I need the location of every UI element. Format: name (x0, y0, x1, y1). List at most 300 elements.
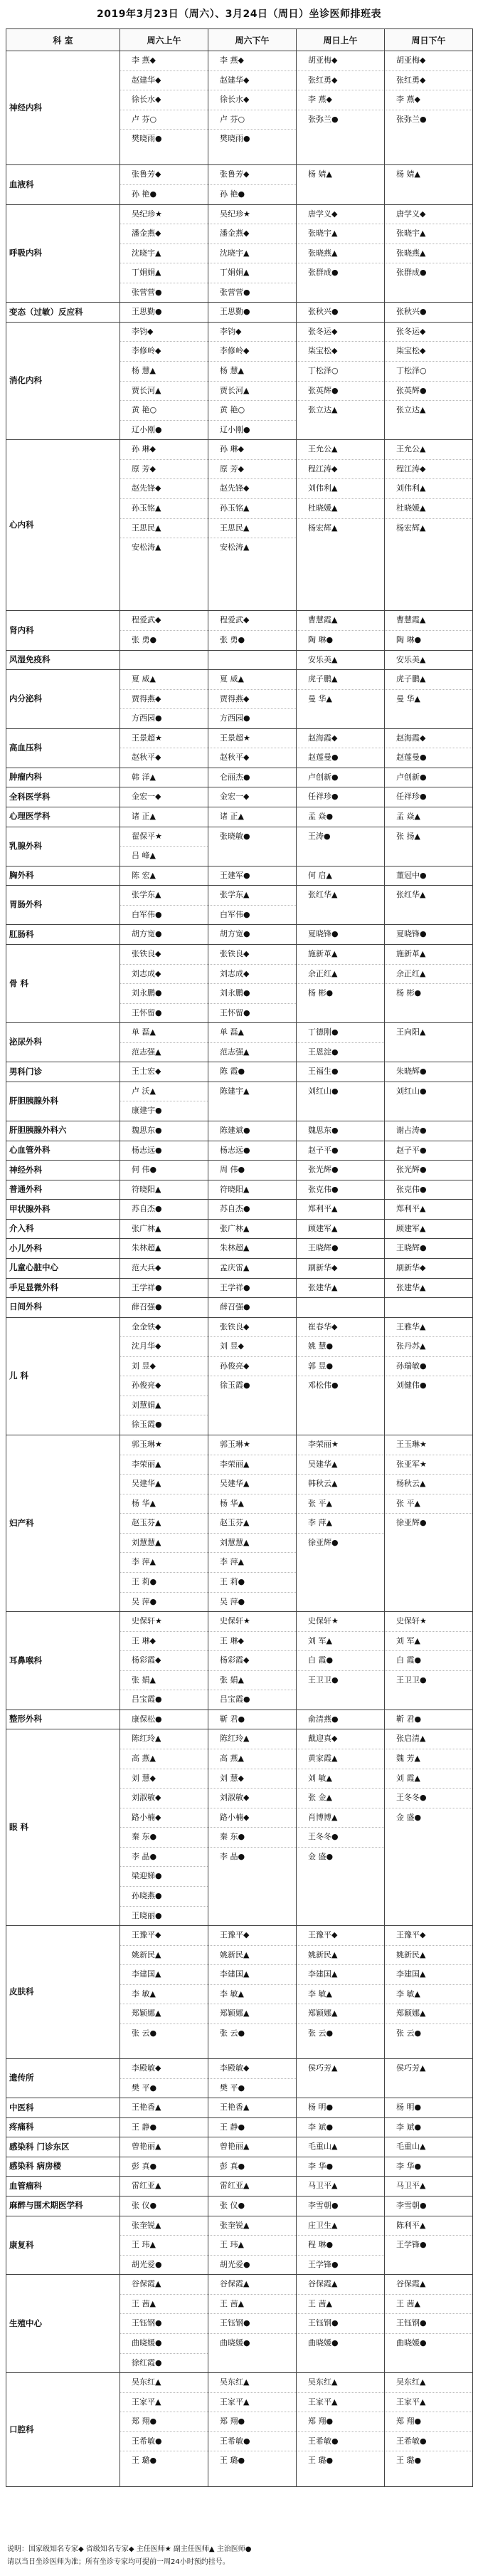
doctor-entry: 张立达▲ (396, 405, 426, 415)
slot-cell-sun-pm (385, 1180, 473, 1200)
doctor-entry: 赵建华◆ (120, 71, 208, 91)
slot-cell-sun-am (297, 1317, 385, 1435)
slot-cell-sat-am (120, 807, 208, 827)
doctor-entry: 王向阳▲ (396, 1027, 426, 1037)
doctor-entry: 刘 霞▲ (385, 1769, 472, 1789)
slot-cell-sun-am (297, 440, 385, 611)
doctor-entry: 孟 焱● (308, 812, 334, 822)
slot-cell-sun-am (297, 2216, 385, 2275)
doctor-entry: 杨彩霞◆ (120, 1651, 208, 1671)
doctor-entry: 薛召强● (132, 1302, 162, 1312)
slot-cell-sun-pm (385, 51, 473, 165)
slot-cell-sat-am (120, 866, 208, 886)
doctor-entry: 王豫平◆ (208, 1926, 296, 1946)
doctor-entry: 黄 艳○ (120, 401, 208, 421)
department-row (6, 2373, 473, 2487)
slot-cell-sat-am (120, 2157, 208, 2177)
department-row (6, 1121, 473, 1141)
department-name: 遗传所 (6, 2059, 120, 2098)
doctor-entry: 范大兵◆ (132, 1262, 161, 1272)
department-name: 介入科 (6, 1219, 120, 1239)
doctor-entry: 王 静● (132, 2122, 157, 2132)
doctor-entry: 肖博博▲ (297, 1808, 384, 1828)
doctor-entry: 刷新华◆ (308, 1262, 338, 1272)
doctor-entry: 夏 威▲ (120, 670, 208, 690)
doctor-entry: 王家平▲ (120, 2393, 208, 2413)
doctor-entry: 谷保霞▲ (297, 2275, 384, 2295)
slot-cell-sun-pm (385, 1926, 473, 2059)
department-row (6, 1023, 473, 1062)
doctor-entry: 曾艳丽▲ (132, 2142, 161, 2152)
slot-cell-sat-am (120, 1926, 208, 2059)
slot-cell-sun-pm (385, 1612, 473, 1710)
slot-cell-sat-pm (208, 807, 297, 827)
slot-cell-sun-am (297, 1200, 385, 1220)
doctor-entry: 王豫平◆ (120, 1926, 208, 1946)
doctor-entry: 王士宏◆ (132, 1067, 161, 1077)
doctor-entry: 李修岭◆ (208, 342, 296, 362)
doctor-entry: 原 芳◆ (208, 460, 296, 480)
slot-cell-sun-am (297, 886, 385, 925)
doctor-entry: 徐玉霞● (132, 1420, 162, 1430)
slot-cell-sat-am (120, 1023, 208, 1062)
doctor-entry: 秦 东● (208, 1828, 296, 1848)
doctor-entry: 郭 昱● (297, 1357, 384, 1377)
doctor-entry: 王学锋● (308, 2259, 339, 2269)
doctor-entry: 李雪朝● (308, 2201, 339, 2211)
department-name: 高血压科 (6, 728, 120, 768)
doctor-entry: 吴 萍● (132, 1596, 157, 1606)
department-name: 胃肠外科 (6, 886, 120, 925)
slot-cell-sat-pm (208, 1082, 297, 1121)
slot-cell-sat-pm (208, 1729, 297, 1926)
doctor-entry: 张营营● (220, 287, 250, 297)
doctor-entry: 贾得燕◆ (120, 690, 208, 710)
doctor-entry: 孙玉铭▲ (208, 499, 296, 519)
slot-cell-sat-am (120, 728, 208, 768)
slot-cell-sat-am (120, 1278, 208, 1298)
slot-cell-sat-pm (208, 1317, 297, 1435)
doctor-entry: 王钰钢● (208, 2314, 296, 2334)
doctor-entry: 安松涛▲ (132, 543, 161, 553)
slot-cell-sat-am (120, 165, 208, 204)
slot-cell-sun-am (297, 944, 385, 1022)
doctor-entry: 刘志成◆ (208, 965, 296, 985)
doctor-entry: 王艳香▲ (132, 2103, 161, 2112)
doctor-entry: 张红勇◆ (297, 71, 384, 91)
doctor-entry: 金金铁◆ (120, 1318, 208, 1338)
doctor-entry: 王 玮▲ (208, 2236, 296, 2256)
doctor-entry: 李 敏▲ (120, 1985, 208, 2005)
doctor-entry: 张铁良◆ (208, 945, 296, 965)
slot-cell-sun-am (297, 1926, 385, 2059)
doctor-entry: 李 斌● (308, 2122, 334, 2132)
doctor-entry: 王学祥● (132, 1282, 162, 1292)
doctor-entry: 张克伟● (396, 1184, 427, 1194)
doctor-entry: 李荣丽★ (297, 1435, 384, 1455)
slot-cell-sun-am (297, 1298, 385, 1318)
doctor-entry: 王卫卫● (308, 1675, 339, 1685)
department-row (6, 728, 473, 768)
department-name: 小儿外科 (6, 1239, 120, 1259)
doctor-entry: 张群成● (308, 268, 339, 278)
doctor-entry: 徐长水◆ (208, 90, 296, 110)
slot-cell-sat-pm (208, 1141, 297, 1161)
doctor-entry: 刷新华◆ (396, 1262, 426, 1272)
doctor-entry: 王 璐● (396, 2456, 422, 2466)
doctor-entry: 张冬运◆ (385, 323, 472, 342)
department-row (6, 1141, 473, 1161)
slot-cell-sun-am (297, 650, 385, 670)
department-row (6, 1062, 473, 1082)
doctor-entry: 王 茜▲ (385, 2295, 472, 2315)
slot-cell-sat-am (120, 1219, 208, 1239)
slot-cell-sat-pm (208, 51, 297, 165)
slot-cell-sat-pm (208, 827, 297, 866)
slot-cell-sun-am (297, 1729, 385, 1926)
doctor-entry: 樊晓雨● (220, 134, 250, 144)
slot-cell-sun-pm (385, 1435, 473, 1612)
slot-cell-sat-am (120, 611, 208, 650)
doctor-entry: 张 云● (308, 2028, 334, 2038)
slot-cell-sun-pm (385, 2177, 473, 2197)
doctor-entry: 吴建华▲ (120, 1475, 208, 1494)
doctor-entry: 张学东▲ (208, 886, 296, 906)
doctor-entry: 吴东红▲ (208, 2373, 296, 2393)
doctor-entry: 徐玉霞● (220, 1381, 250, 1391)
department-row (6, 1082, 473, 1121)
slot-cell-sun-am (297, 1180, 385, 1200)
doctor-entry: 樊 平● (220, 2083, 245, 2093)
slot-cell-sat-am (120, 2098, 208, 2118)
doctor-entry: 夏晓锋● (308, 929, 339, 939)
doctor-entry: 张群成● (396, 268, 427, 278)
slot-cell-sat-pm (208, 1239, 297, 1259)
slot-cell-sat-am (120, 1239, 208, 1259)
doctor-entry: 张 金▲ (297, 1789, 384, 1808)
doctor-entry: 杨志远● (132, 1145, 162, 1155)
slot-cell-sat-am (120, 303, 208, 323)
doctor-entry: 李 斌● (396, 2122, 422, 2132)
doctor-entry: 刘 慧◆ (208, 1769, 296, 1789)
slot-cell-sat-pm (208, 1200, 297, 1220)
slot-cell-sat-pm (208, 440, 297, 611)
doctor-entry: 刘永鹏● (120, 984, 208, 1004)
slot-cell-sat-am (120, 2117, 208, 2137)
department-row (6, 2059, 473, 2098)
doctor-entry: 原 芳◆ (120, 460, 208, 480)
doctor-entry: 姚新民▲ (297, 1946, 384, 1966)
doctor-entry: 路小楠◆ (208, 1808, 296, 1828)
doctor-entry: 刘永鹏● (208, 984, 296, 1004)
department-row (6, 2177, 473, 2197)
department-name: 疼痛科 (6, 2117, 120, 2137)
doctor-entry: 樊晓雨● (132, 134, 162, 144)
doctor-entry: 王 茜▲ (297, 2295, 384, 2315)
slot-cell-sun-pm (385, 303, 473, 323)
doctor-entry: 王 茜▲ (208, 2295, 296, 2315)
department-row (6, 807, 473, 827)
slot-cell-sat-pm (208, 165, 297, 204)
slot-cell-sun-am (297, 2157, 385, 2177)
doctor-entry: 张 平▲ (297, 1494, 384, 1514)
doctor-entry: 杨宏辉▲ (308, 523, 338, 533)
doctor-entry: 孙玉铭▲ (120, 499, 208, 519)
doctor-entry: 郑 翔● (385, 2412, 472, 2432)
doctor-entry: 王学锋● (396, 2240, 427, 2250)
doctor-entry: 赵秋平◆ (220, 753, 250, 763)
department-row (6, 303, 473, 323)
department-name: 儿童心脏中心 (6, 1258, 120, 1278)
doctor-entry: 金宏一◆ (220, 792, 250, 802)
doctor-entry: 彭 真● (220, 2161, 245, 2171)
slot-cell-sun-pm (385, 611, 473, 650)
doctor-entry: 李殿敏◆ (208, 2059, 296, 2079)
doctor-entry: 赵先锋◆ (208, 479, 296, 499)
slot-cell-sat-pm (208, 787, 297, 807)
doctor-entry: 刘慧慧▲ (208, 1534, 296, 1554)
slot-cell-sun-pm (385, 1729, 473, 1926)
doctor-entry: 赵子平● (396, 1145, 427, 1155)
doctor-entry: 卢 芬○ (208, 110, 296, 130)
doctor-entry: 任祥珍● (308, 792, 339, 802)
department-name: 肾内科 (6, 611, 120, 650)
department-name: 心理医学科 (6, 807, 120, 827)
department-row (6, 670, 473, 729)
slot-cell-sat-pm (208, 1161, 297, 1180)
department-row (6, 1219, 473, 1239)
slot-cell-sat-pm (208, 925, 297, 945)
slot-cell-sun-pm (385, 2098, 473, 2118)
department-row (6, 2197, 473, 2216)
department-row (6, 2098, 473, 2118)
slot-cell-sat-pm (208, 204, 297, 303)
slot-cell-sun-pm (385, 728, 473, 768)
doctor-entry: 魏 芳▲ (385, 1749, 472, 1769)
doctor-entry: 卢创新● (396, 772, 427, 782)
doctor-entry: 张红勇◆ (385, 71, 472, 91)
doctor-entry: 胡方宽● (220, 929, 250, 939)
doctor-entry: 陈红玲▲ (120, 1729, 208, 1749)
doctor-entry: 刘淑敏◆ (208, 1789, 296, 1808)
slot-cell-sat-pm (208, 1435, 297, 1612)
doctor-entry: 郑颖娜▲ (385, 2004, 472, 2024)
doctor-entry: 李 敏▲ (385, 1985, 472, 2005)
doctor-entry: 李建国▲ (120, 1965, 208, 1985)
doctor-entry: 周 伟● (220, 1165, 245, 1175)
slot-cell-sat-am (120, 1062, 208, 1082)
header-sun-am: 周日上午 (297, 29, 385, 51)
doctor-entry: 孟 焱▲ (396, 812, 420, 822)
doctor-entry: 诸 正▲ (220, 812, 244, 822)
doctor-entry: 刘志成◆ (120, 965, 208, 985)
slot-cell-sun-pm (385, 322, 473, 439)
slot-cell-sat-am (120, 204, 208, 303)
doctor-entry: 王 茜▲ (120, 2295, 208, 2315)
doctor-entry: 徐亚辉● (396, 1518, 427, 1528)
doctor-entry: 朱林超▲ (132, 1243, 161, 1253)
doctor-entry: 胡光爱● (220, 2259, 250, 2269)
doctor-entry: 赵建华◆ (208, 71, 296, 91)
doctor-entry: 刘慧慧▲ (120, 1534, 208, 1554)
slot-cell-sat-am (120, 440, 208, 611)
doctor-entry: 戴迎真◆ (297, 1729, 384, 1749)
department-row (6, 1729, 473, 1926)
slot-cell-sat-am (120, 2275, 208, 2373)
department-name: 麻醉与围术期医学科 (6, 2197, 120, 2216)
doctor-entry: 史保轩★ (208, 1612, 296, 1632)
department-row (6, 1298, 473, 1318)
department-row (6, 322, 473, 439)
doctor-entry: 王晓辉● (308, 1243, 339, 1253)
doctor-entry: 白 霞● (297, 1651, 384, 1671)
doctor-entry: 安松涛▲ (220, 543, 250, 553)
slot-cell-sun-pm (385, 1278, 473, 1298)
slot-cell-sun-am (297, 1710, 385, 1729)
slot-cell-sun-am (297, 1612, 385, 1710)
doctor-entry: 曼 华▲ (308, 693, 332, 703)
slot-cell-sat-am (120, 2177, 208, 2197)
slot-cell-sat-pm (208, 1298, 297, 1318)
slot-cell-sun-am (297, 2098, 385, 2118)
slot-cell-sun-am (297, 1023, 385, 1062)
doctor-entry: 刘淑敏◆ (120, 1789, 208, 1808)
department-row (6, 827, 473, 866)
slot-cell-sun-am (297, 611, 385, 650)
department-row (6, 51, 473, 165)
doctor-entry: 李 萍▲ (208, 1553, 296, 1573)
doctor-entry: 李钧◆ (120, 323, 208, 342)
doctor-entry: 王允公▲ (385, 440, 472, 460)
doctor-entry: 潘金燕◆ (208, 224, 296, 244)
department-name: 日间外科 (6, 1298, 120, 1318)
slot-cell-sun-pm (385, 1062, 473, 1082)
doctor-entry: 王钰钢● (297, 2314, 384, 2334)
slot-cell-sun-pm (385, 925, 473, 945)
header-sun-pm: 周日下午 (385, 29, 473, 51)
department-row (6, 787, 473, 807)
doctor-entry: 张铁良◆ (120, 945, 208, 965)
doctor-entry: 刘红山● (396, 1086, 427, 1096)
slot-cell-sat-pm (208, 944, 297, 1022)
doctor-entry: 李 华● (396, 2161, 422, 2171)
doctor-entry: 杨 明● (396, 2103, 422, 2112)
slot-cell-sat-pm (208, 2197, 297, 2216)
doctor-entry: 陶 琳● (396, 634, 422, 644)
slot-cell-sat-pm (208, 1062, 297, 1082)
doctor-entry: 张光辉● (308, 1165, 339, 1175)
doctor-entry: 孙俊亮◆ (120, 1376, 208, 1396)
doctor-entry: 陈利平▲ (385, 2216, 472, 2236)
doctor-entry: 俞清燕● (308, 1714, 339, 1724)
doctor-entry: 王冬冬● (297, 1828, 384, 1848)
doctor-entry: 郑颖娜▲ (297, 2004, 384, 2024)
doctor-entry: 王恩淀● (308, 1047, 339, 1057)
slot-cell-sat-am (120, 1710, 208, 1729)
doctor-entry: 刘 军▲ (385, 1632, 472, 1652)
slot-cell-sat-pm (208, 1023, 297, 1062)
doctor-entry: 张亚军★ (385, 1455, 472, 1475)
doctor-entry: 辽小刚● (220, 424, 250, 434)
doctor-entry: 施新革▲ (297, 945, 384, 965)
doctor-entry: 王 璐● (220, 2456, 245, 2466)
department-row (6, 1612, 473, 1710)
slot-cell-sun-am (297, 827, 385, 866)
doctor-entry: 王家平▲ (385, 2393, 472, 2413)
slot-cell-sun-am (297, 204, 385, 303)
slot-cell-sat-am (120, 944, 208, 1022)
doctor-entry: 王艳香▲ (220, 2103, 250, 2112)
doctor-entry: 徐长水◆ (120, 90, 208, 110)
department-row (6, 1258, 473, 1278)
doctor-entry: 邓松伟● (308, 1381, 339, 1391)
department-name: 甲状腺外科 (6, 1200, 120, 1220)
doctor-entry: 黄家霞▲ (297, 1749, 384, 1769)
doctor-entry: 董冠中● (396, 870, 427, 880)
doctor-entry: 胡亚梅◆ (385, 51, 472, 71)
slot-cell-sat-pm (208, 2137, 297, 2157)
doctor-entry: 靳 君● (220, 1714, 245, 1724)
slot-cell-sun-pm (385, 2197, 473, 2216)
department-name: 整形外科 (6, 1710, 120, 1729)
doctor-entry: 王希敏● (208, 2432, 296, 2452)
doctor-entry: 雷红亚▲ (132, 2181, 161, 2191)
doctor-entry: 孙俊亮◆ (208, 1357, 296, 1377)
doctor-entry: 贾长河▲ (208, 382, 296, 402)
doctor-entry: 安乐美▲ (308, 654, 338, 664)
doctor-entry: 吴东红▲ (120, 2373, 208, 2393)
doctor-entry: 王 璐● (308, 2456, 334, 2466)
doctor-entry: 吴 萍● (220, 1596, 245, 1606)
doctor-entry: 王晓辉● (396, 1243, 427, 1253)
doctor-entry: 李建国▲ (208, 1965, 296, 1985)
doctor-entry: 谷保霞▲ (385, 2275, 472, 2295)
doctor-entry: 张 云● (132, 2028, 157, 2038)
doctor-entry: 杨彩霞◆ (208, 1651, 296, 1671)
doctor-entry: 郑 翔● (297, 2412, 384, 2432)
doctor-entry: 王思民▲ (208, 519, 296, 539)
doctor-entry: 高 燕▲ (208, 1749, 296, 1769)
doctor-entry: 彭 真● (132, 2161, 157, 2171)
doctor-entry: 白军伟● (132, 909, 162, 919)
department-name: 心内科 (6, 440, 120, 611)
doctor-entry: 杨 彬● (308, 988, 334, 998)
slot-cell-sat-pm (208, 2117, 297, 2137)
doctor-entry: 王卫卫● (396, 1675, 427, 1685)
doctor-entry: 梁迎娣● (120, 1867, 208, 1887)
doctor-entry: 余正红▲ (385, 965, 472, 985)
department-name: 全科医学科 (6, 787, 120, 807)
doctor-entry: 陶 琳● (308, 634, 334, 644)
department-row (6, 2117, 473, 2137)
doctor-entry: 王雅华▲ (385, 1318, 472, 1338)
department-row (6, 1278, 473, 1298)
doctor-entry: 姚 慧● (297, 1337, 384, 1357)
doctor-entry: 魏思东● (308, 1126, 339, 1136)
doctor-entry: 王希敏● (120, 2432, 208, 2452)
doctor-entry: 杨 华▲ (208, 1494, 296, 1514)
slot-cell-sat-am (120, 1161, 208, 1180)
doctor-entry: 陈建宇▲ (220, 1086, 250, 1096)
doctor-entry: 王怀留● (132, 1007, 162, 1017)
slot-cell-sat-am (120, 1082, 208, 1121)
slot-cell-sat-am (120, 1121, 208, 1141)
slot-cell-sat-pm (208, 2059, 297, 2098)
doctor-entry: 张 勇● (132, 634, 157, 644)
slot-cell-sun-am (297, 866, 385, 886)
doctor-entry: 郑 翔● (208, 2412, 296, 2432)
department-row (6, 1161, 473, 1180)
